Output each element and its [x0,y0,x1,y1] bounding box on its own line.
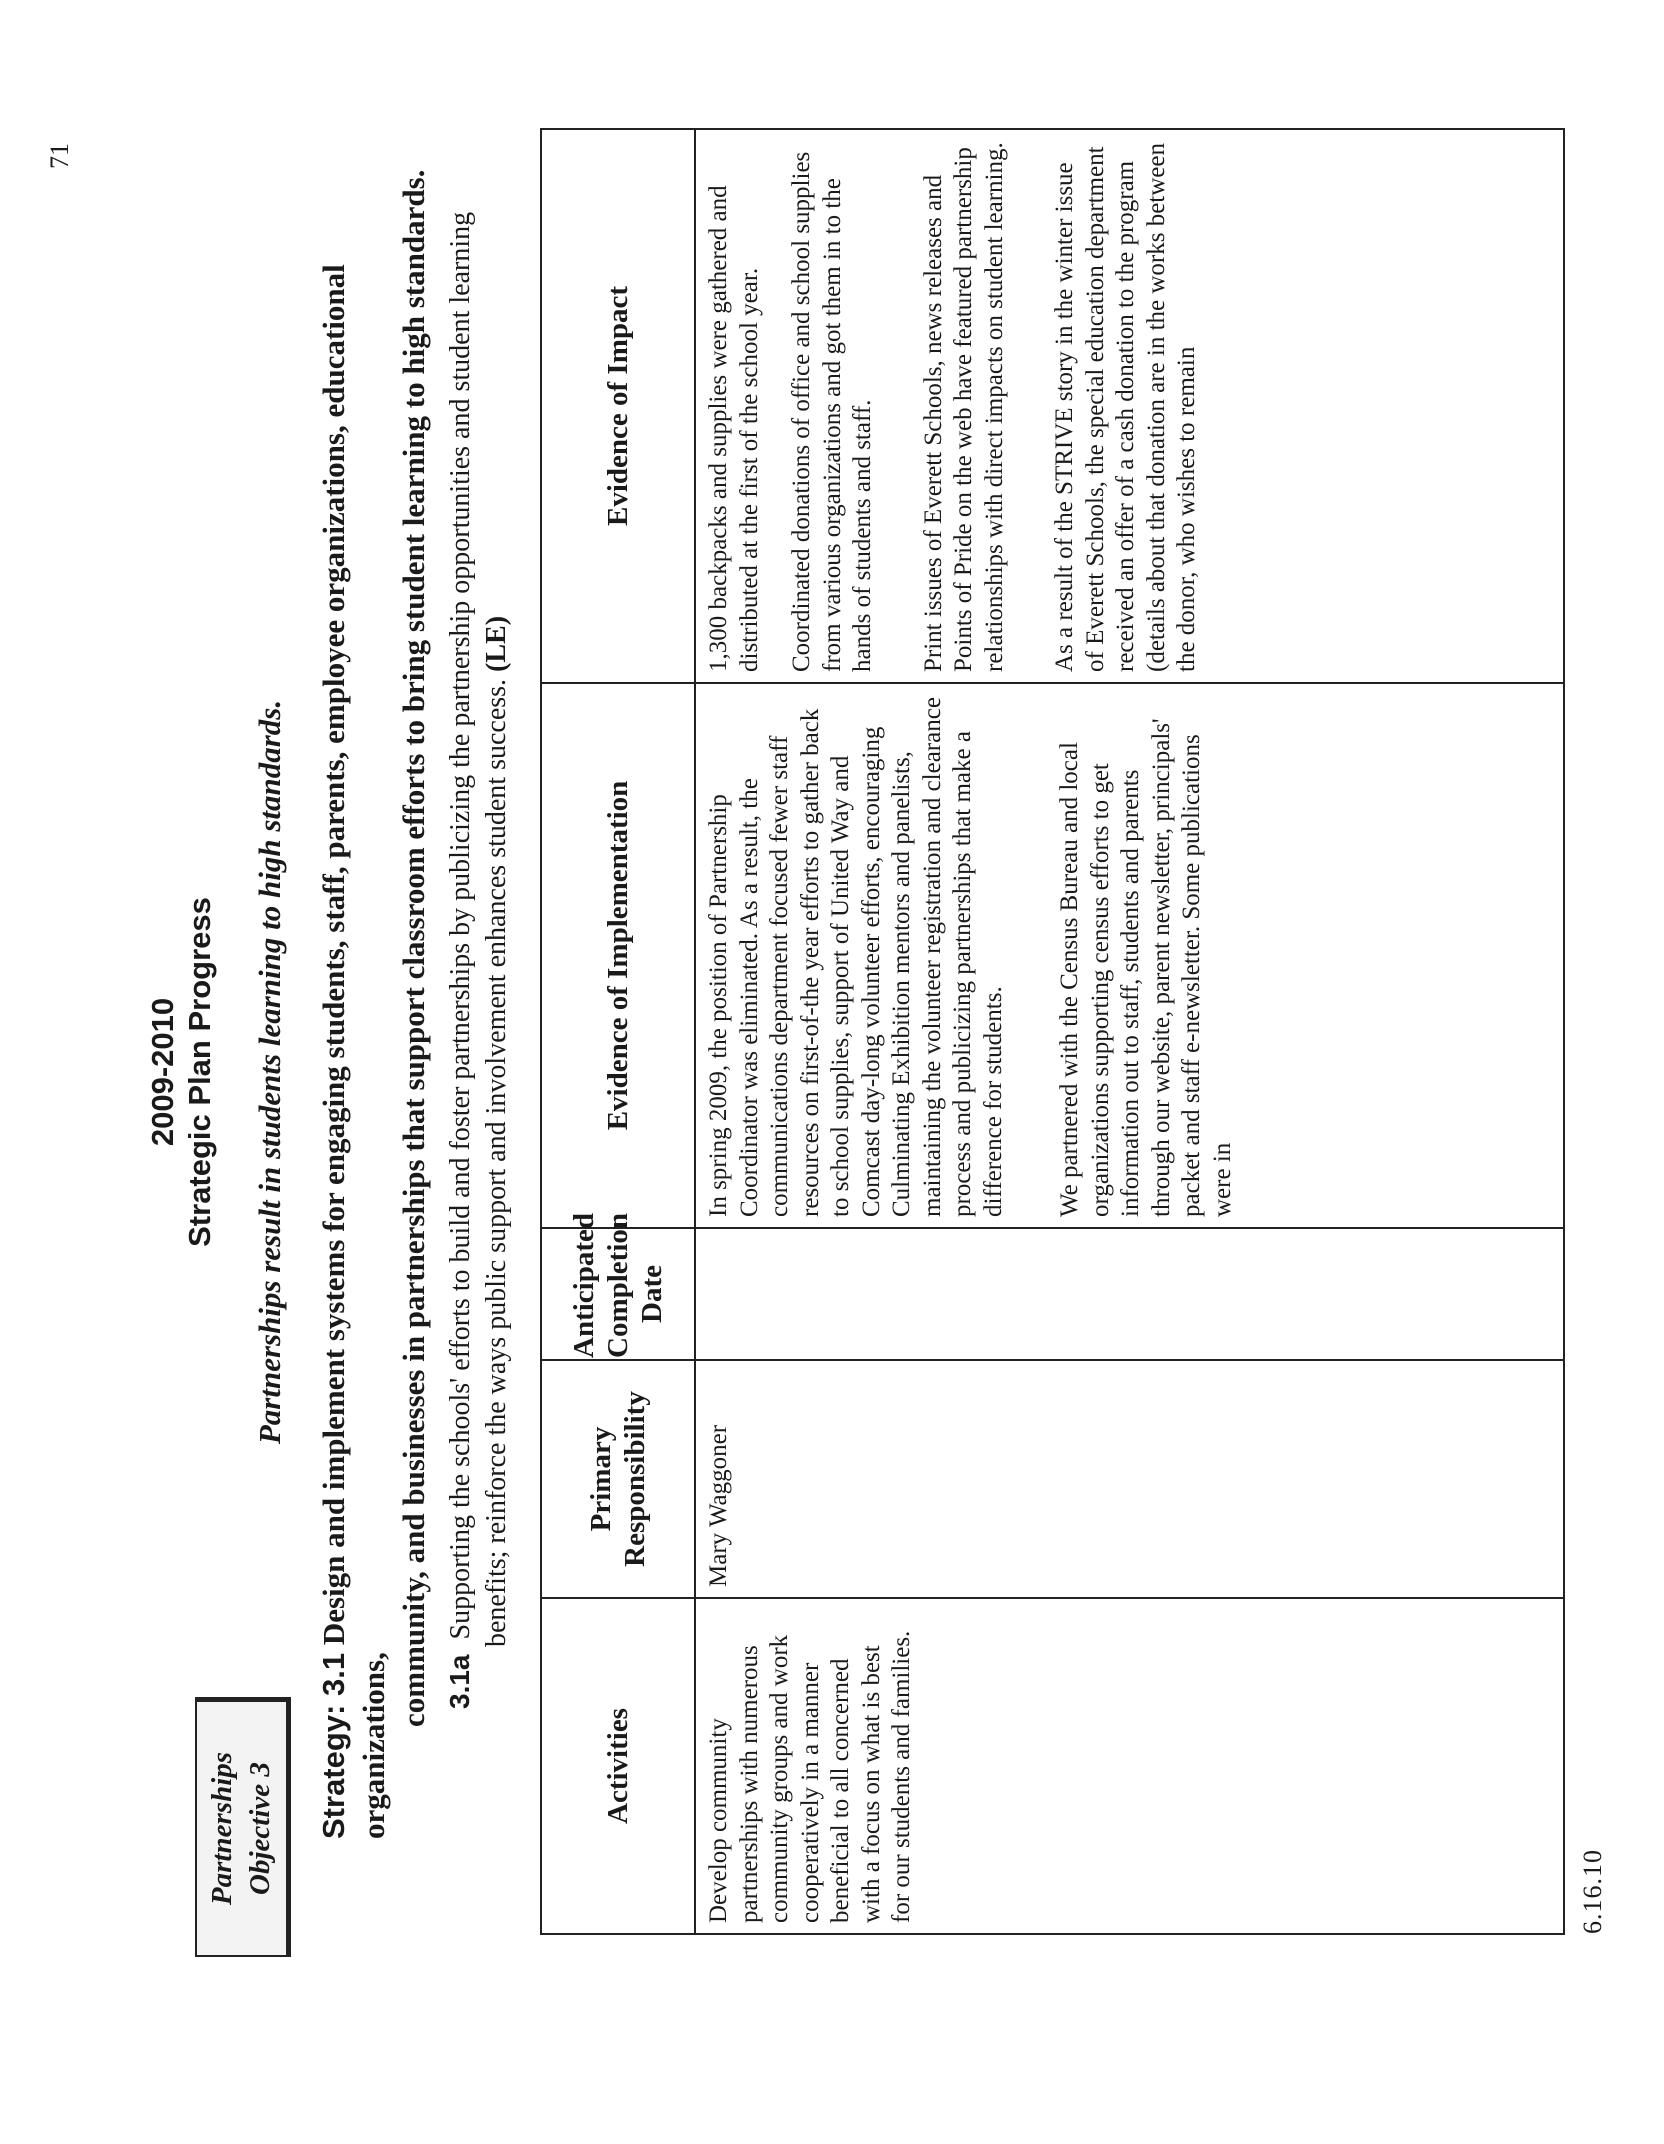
impact-paragraph: Print issues of Everett Schools, news releases and Points of Pride on the web have featured partnership relationships with direct impacts on student learning. [919,142,1008,672]
objective-line2-wrap [479,69,515,1709]
table-row [695,129,1564,1934]
header-activities: Activities [541,1598,695,1934]
impact-paragraph: 1,300 backpacks and supplies were gathered and distributed at the first of the school year. [705,185,763,672]
activity-text: Develop community partnerships with numerous community groups and work cooperatively in a manner beneficial to all concerned with a focus on what is best for our students and families. [705,1630,915,1923]
impact-paragraph: As a result of the STRIVE story in the winter issue of Everett Schools, the special education department received an offer of a cash donation to the program (details about that donation are in the works between the donor, who wishes to remain [1051,142,1200,672]
table-header-row [541,129,695,1934]
progress-table [540,128,1565,1935]
report-year: 2009-2010 [145,997,180,1147]
header-impact: Evidence of Impact [541,129,695,683]
strategy-line1: Design and implement systems for engaging students, staff, parents, employee organizations, educational organizations, [316,264,391,1839]
responsibility-text: Mary Waggoner [705,1424,732,1587]
strategy-statement [314,139,434,1839]
report-subtitle: Partnerships result in students learning to high standards. [252,699,287,1445]
header-implementation: Evidence of Implementation [541,683,695,1228]
cell-impact [695,129,1564,683]
footer-date: 6.16.10 [1578,1849,1607,1934]
objective-statement [442,69,515,1709]
objective-number: 3.1a [444,1654,475,1709]
objective-line2: benefits; reinforce the ways public support and involvement enhances student success. [481,678,512,1647]
strategy-lead: Strategy: 3.1 [316,1652,351,1839]
cell-completion [695,1228,1564,1360]
page-number: 71 [45,143,74,169]
implementation-paragraph: In spring 2009, the position of Partnership Coordinator was eliminated. As a result, the communications department focused fewer staff resources on first-of-the year efforts to gather back to school supplies, support of United Way and Comcast day-long volunteer efforts, encouraging Culminating Exhibition mentors and panelists, maintaining the volunteer registration and clearance process and publicizing partnerships that make a difference for students. [705,697,1007,1217]
cell-responsibility [695,1360,1564,1598]
cell-activity [695,1598,1564,1934]
impact-paragraph: Coordinated donations of office and school supplies from various organizations and got them in to the hands of students and staff. [788,151,876,672]
report-title: Strategic Plan Progress [182,897,217,1247]
cell-implementation [695,683,1564,1228]
objective-label-line2: Objective 3 [244,1762,276,1895]
header-responsibility: Primary Responsibility [541,1360,695,1598]
objective-tag: (LE) [481,615,512,672]
objective-line1: Supporting the schools' efforts to build and foster partnerships by publicizing the partnership opportunities and student learning [445,211,476,1640]
objective-label-line1: Partnerships [206,1751,238,1906]
strategy-line2: community, and businesses in partnerships that support classroom efforts to bring student learning to high standards. [396,169,431,1727]
implementation-paragraph: We partnered with the Census Bureau and local organizations supporting census efforts to get information out to staff, students and parents through our website, parent newsletter, principals' packet and staff e-newsletter. Some publications were in [1056,718,1236,1217]
header-completion: Anticipated Completion Date [541,1228,695,1360]
